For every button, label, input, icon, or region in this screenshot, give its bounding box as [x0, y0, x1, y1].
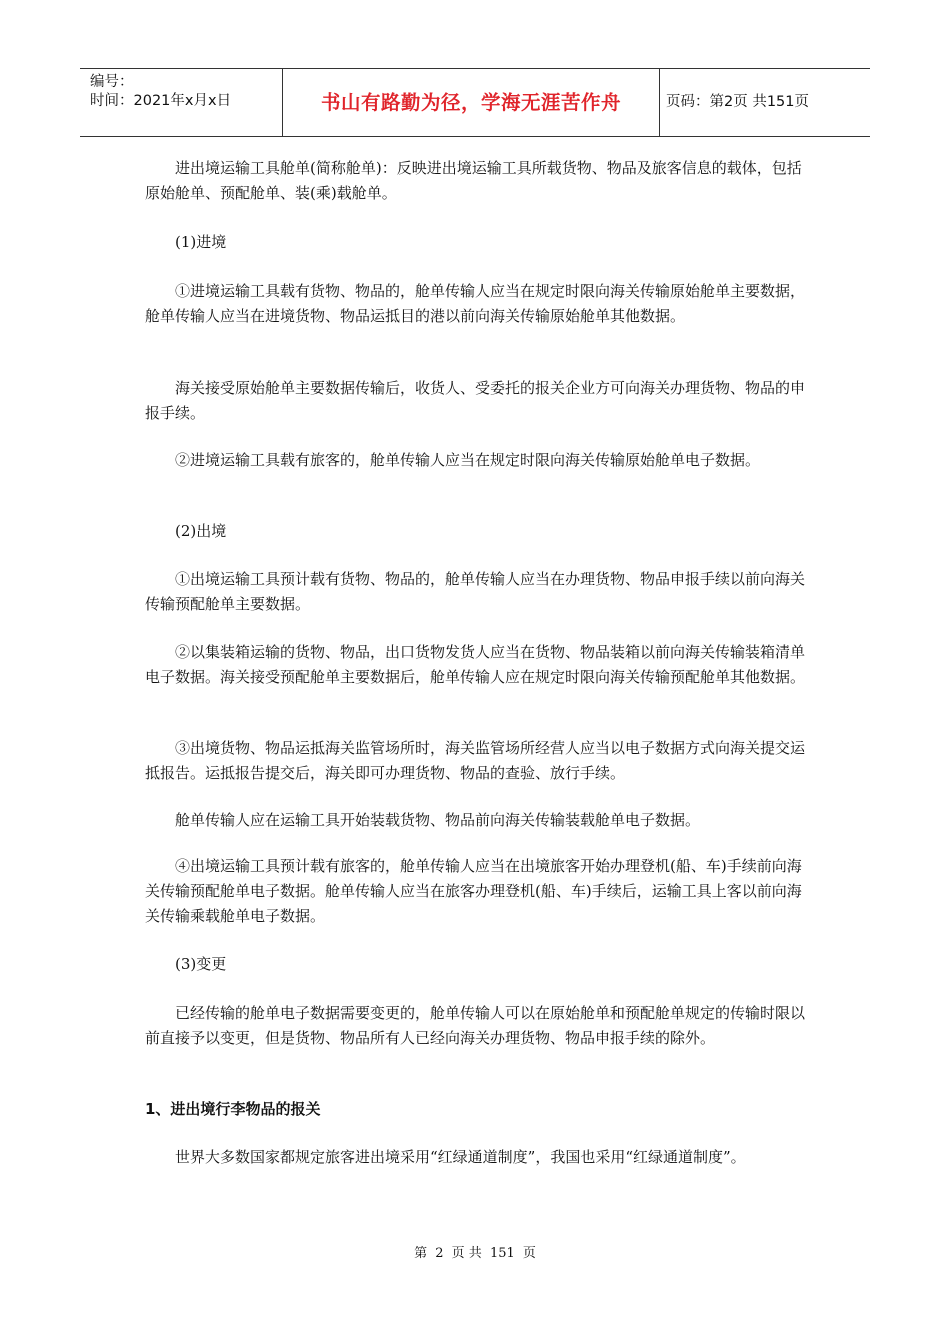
paragraph: ②以集装箱运输的货物、物品，出口货物发货人应当在货物、物品装箱以前向海关传输装箱清单电子数据。海关接受预配舱单主要数据后，舱单传输人应在规定时限向海关传输预配舱单其他数据。 — [145, 643, 806, 686]
paragraph: ①进境运输工具载有货物、物品的，舱单传输人应当在规定时限向海关传输原始舱单主要数据，舱单传输人应当在进境货物、物品运抵目的港以前向海关传输原始舱单其他数据。 — [145, 282, 806, 325]
header-motto: 书山有路勤为径，学海无涯苦作舟 — [283, 69, 660, 136]
footer-page-total: 151 — [489, 1246, 515, 1261]
section-heading-outbound: (2)出境 — [175, 522, 227, 540]
paragraph: 海关接受原始舱单主要数据传输后，收货人、受委托的报关企业方可向海关办理货物、物品的申报手续。 — [145, 379, 806, 422]
section-heading-inbound: (1)进境 — [175, 233, 227, 251]
paragraph: 已经传输的舱单电子数据需要变更的，舱单传输人可以在原始舱单和预配舱单规定的传输时限以前直接予以变更，但是货物、物品所有人已经向海关办理货物、物品申报手续的除外。 — [145, 1004, 806, 1047]
section-heading-luggage: 1、进出境行李物品的报关 — [145, 1100, 321, 1118]
paragraph: 世界大多数国家都规定旅客进出境采用“红绿通道制度”，我国也采用“红绿通道制度”。 — [175, 1148, 746, 1166]
header-page-info: 页码：第2页 共151页 — [666, 94, 810, 110]
paragraph: 进出境运输工具舱单(简称舱单)：反映进出境运输工具所载货物、物品及旅客信息的载体，包括原始舱单、预配舱单、装(乘)载舱单。 — [145, 159, 802, 202]
page-header — [80, 68, 870, 137]
footer-page-prefix: 第 — [414, 1246, 428, 1261]
paragraph: ①出境运输工具预计载有货物、物品的，舱单传输人应当在办理货物、物品申报手续以前向海关传输预配舱单主要数据。 — [145, 570, 806, 613]
page-footer — [0, 1242, 950, 1261]
paragraph: 舱单传输人应在运输工具开始装载货物、物品前向海关传输装载舱单电子数据。 — [175, 811, 701, 829]
document-number-label: 编号： — [90, 74, 134, 90]
paragraph: ④出境运输工具预计载有旅客的，舱单传输人应当在出境旅客开始办理登机(船、车)手续前向海关传输预配舱单电子数据。舱单传输人应当在旅客办理登机(船、车)手续后，运输工具上客以前向海关传输乘载舱单电子数据。 — [145, 857, 802, 925]
paragraph: ②进境运输工具载有旅客的，舱单传输人应当在规定时限向海关传输原始舱单电子数据。 — [175, 451, 761, 469]
header-left-cell — [80, 69, 283, 136]
footer-page-number: 2 — [435, 1246, 444, 1261]
section-heading-change: (3)变更 — [175, 955, 227, 973]
paragraph: ③出境货物、物品运抵海关监管场所时，海关监管场所经营人应当以电子数据方式向海关提交运抵报告。运抵报告提交后，海关即可办理货物、物品的查验、放行手续。 — [145, 739, 806, 782]
footer-page-suffix: 页 — [522, 1246, 536, 1261]
footer-page-mid: 页 共 — [451, 1246, 482, 1261]
document-date: 时间：2021年x月x日 — [90, 93, 232, 109]
